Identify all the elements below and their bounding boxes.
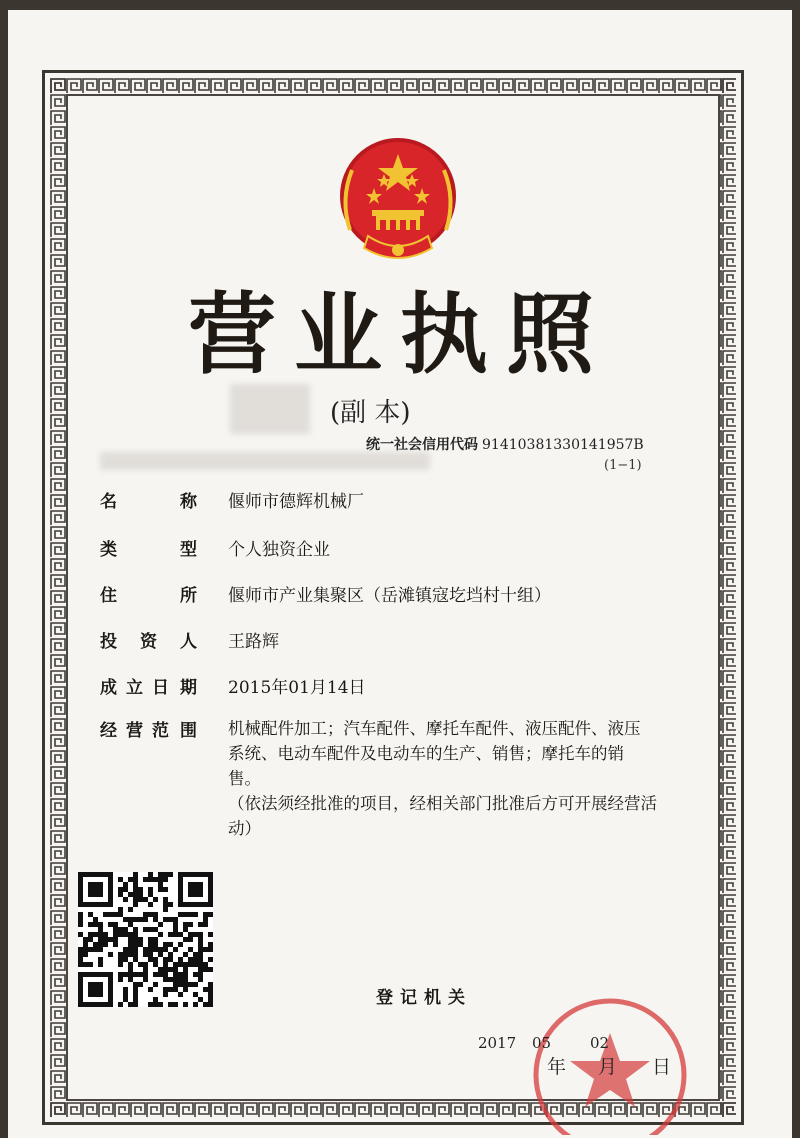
credit-code-line xyxy=(366,434,644,454)
registration-day: 02 xyxy=(590,1034,610,1052)
registration-month: 05 xyxy=(532,1034,552,1052)
field-value-name: 偃师市德辉机械厂 xyxy=(228,492,364,512)
redacted-area xyxy=(230,384,310,434)
day-char: 日 xyxy=(652,1056,672,1078)
national-emblem-icon xyxy=(328,130,468,270)
page-indicator: (1−1) xyxy=(604,458,642,473)
field-label-address: 住 所 xyxy=(100,586,197,606)
field-label-scope: 经 营 范 围 xyxy=(100,721,197,741)
registration-year: 2017 xyxy=(478,1034,517,1052)
registration-authority-label: 登记机关 xyxy=(376,988,472,1008)
month-char: 月 xyxy=(598,1056,618,1078)
credit-code-label: 统一社会信用代码 xyxy=(366,437,478,453)
field-value-established: 2015年01月14日 xyxy=(228,678,366,698)
field-label-investor: 投 资 人 xyxy=(100,632,197,652)
field-value-investor: 王路辉 xyxy=(228,632,279,652)
credit-code-value: 91410381330141957B xyxy=(482,437,644,453)
license-title: 营业执照 xyxy=(187,283,612,386)
year-char: 年 xyxy=(547,1056,567,1078)
license-subtitle: (副 本) xyxy=(330,398,411,428)
field-value-type: 个人独资企业 xyxy=(228,540,330,560)
field-label-name: 名 称 xyxy=(100,492,197,512)
field-label-established: 成 立 日 期 xyxy=(100,678,197,698)
field-value-address: 偃师市产业集聚区（岳滩镇寇圪垱村十组） xyxy=(228,586,551,606)
field-value-scope: 机械配件加工；汽车配件、摩托车配件、液压配件、液压系统、电动车配件及电动车的生产、销售；摩托车的销售。 xyxy=(228,719,641,788)
scope-note: （依法须经批准的项目，经相关部门批准后方可开展经营活动） xyxy=(228,794,657,838)
qr-code-icon xyxy=(78,872,213,1007)
redacted-area xyxy=(100,452,430,470)
field-label-type: 类 型 xyxy=(100,540,197,560)
